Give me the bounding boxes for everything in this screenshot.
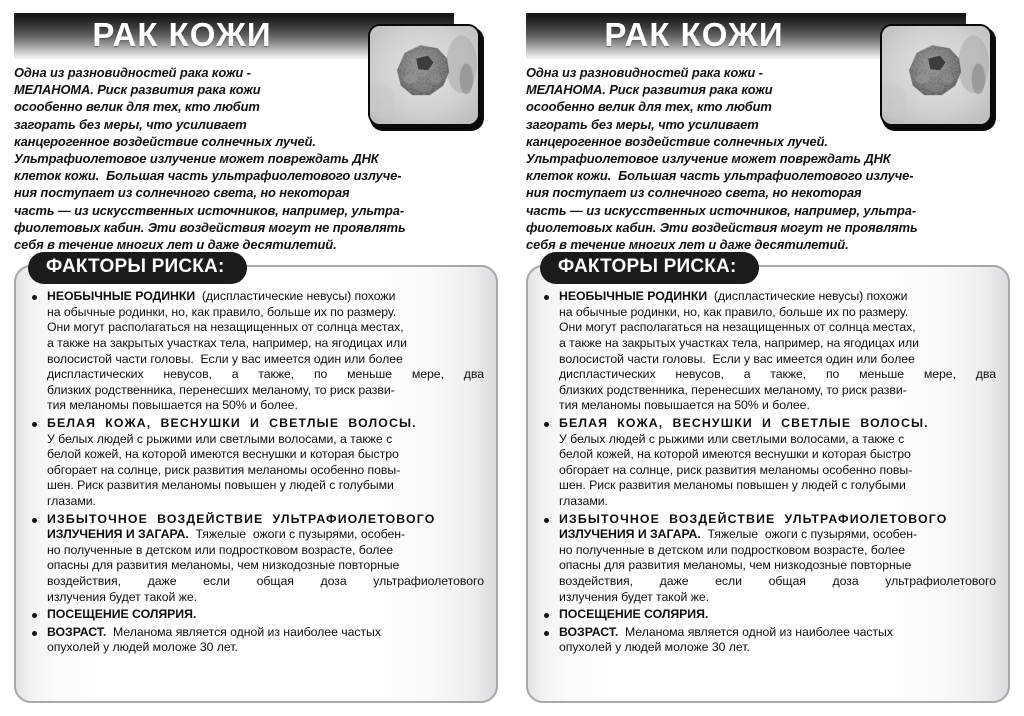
risk-factor-line bbox=[559, 289, 996, 305]
risk-factor-line bbox=[47, 512, 484, 528]
intro-line: канцерогенное воздействие солнечных лучей. bbox=[526, 133, 828, 149]
risk-factor-line: близких родственника, перенесших меланому, то риск разви- bbox=[47, 382, 395, 397]
leaflet-panel bbox=[512, 0, 1024, 716]
bullet-icon bbox=[32, 295, 37, 300]
intro-line: часть — из искусственных источников, например, ультра- bbox=[526, 202, 917, 218]
intro-line: МЕЛАНОМА. Риск развития рака кожи bbox=[14, 82, 261, 98]
risk-factor-item bbox=[30, 416, 484, 510]
risk-factor-heading-2: ИЗЛУЧЕНИЯ И ЗАГАРА. bbox=[47, 527, 189, 542]
risk-factor-item bbox=[542, 416, 996, 510]
risk-factor-text: Меланома является одной из наиболее частых bbox=[618, 624, 893, 639]
intro-line: загорать без меры, что усиливает bbox=[526, 116, 759, 132]
risk-factor-body bbox=[559, 416, 996, 510]
risk-factor-heading: ИЗБЫТОЧНОЕ ВОЗДЕЙСТВИЕ УЛЬТРАФИОЛЕТОВОГО bbox=[47, 511, 436, 526]
intro-line: часть — из искусственных источников, например, ультра- bbox=[14, 202, 405, 218]
risk-factors-banner: ФАКТОРЫ РИСКА: bbox=[28, 252, 247, 284]
risk-factor-line: Они могут располагаться на незащищенных от солнца местах, bbox=[47, 320, 404, 335]
risk-factors-card bbox=[14, 256, 498, 703]
page-title: РАК КОЖИ bbox=[604, 16, 784, 53]
intro-line: Ультрафиолетовое излучение может повреждать ДНК bbox=[14, 151, 379, 167]
risk-factor-heading: ПОСЕЩЕНИЕ СОЛЯРИЯ. bbox=[47, 607, 197, 622]
panel-header bbox=[14, 13, 498, 61]
bullet-icon bbox=[32, 518, 37, 523]
risk-factor-line bbox=[559, 512, 996, 528]
risk-factor-body bbox=[559, 289, 996, 414]
page-title: РАК КОЖИ bbox=[92, 16, 272, 53]
risk-factor-line: шен. Риск развития меланомы повышен у людей с голубыми bbox=[47, 478, 394, 493]
risk-factor-body bbox=[559, 607, 996, 623]
bullet-icon bbox=[544, 518, 549, 523]
melanoma-photo bbox=[368, 24, 480, 126]
risk-factor-line: воздействия, даже если общая доза ультрафиолетового bbox=[47, 573, 484, 588]
risk-factor-heading: БЕЛАЯ КОЖА, ВЕСНУШКИ И СВЕТЛЫЕ ВОЛОСЫ. bbox=[47, 415, 417, 430]
risk-factor-body bbox=[47, 289, 484, 414]
risk-factor-item bbox=[542, 607, 996, 623]
bullet-icon bbox=[32, 422, 37, 427]
risk-factor-item bbox=[542, 289, 996, 414]
risk-factor-body bbox=[559, 512, 996, 606]
risk-factor-item bbox=[30, 512, 484, 606]
risk-factor-item bbox=[30, 289, 484, 414]
intro-line: Одна из разновидностей рака кожи - bbox=[14, 65, 251, 80]
panel-header bbox=[526, 13, 1010, 61]
risk-factor-line: опухолей у людей моложе 30 лет. bbox=[47, 640, 238, 655]
risk-factor-line: воздействия, даже если общая доза ультрафиолетового bbox=[559, 573, 996, 588]
intro-line: загорать без меры, что усиливает bbox=[14, 116, 247, 132]
risk-factor-heading: ИЗБЫТОЧНОЕ ВОЗДЕЙСТВИЕ УЛЬТРАФИОЛЕТОВОГО bbox=[559, 511, 948, 526]
risk-factor-line: белой кожей, на которой имеются веснушки и которая быстро bbox=[559, 447, 911, 462]
risk-factor-line: на обычные родинки, но, как правило, больше их по размеру. bbox=[47, 304, 397, 319]
risk-factor-line bbox=[47, 289, 484, 305]
risk-factors-card bbox=[526, 256, 1010, 703]
risk-factor-heading: БЕЛАЯ КОЖА, ВЕСНУШКИ И СВЕТЛЫЕ ВОЛОСЫ. bbox=[559, 415, 929, 430]
risk-factor-line: опухолей у людей моложе 30 лет. bbox=[559, 640, 750, 655]
intro-line: ния поступает из солнечного света, но некоторая bbox=[14, 185, 350, 201]
risk-factor-line: а также на закрытых участках тела, например, на ягодицах или bbox=[559, 336, 919, 351]
risk-factor-heading: НЕОБЫЧНЫЕ РОДИНКИ bbox=[47, 289, 196, 304]
melanoma-photo-graphic bbox=[370, 26, 478, 124]
risk-factor-text: (диспластические невусы) похожи bbox=[707, 289, 908, 304]
bullet-icon bbox=[544, 295, 549, 300]
intro-line: клеток кожи. Большая часть ультрафиолетового излуче- bbox=[14, 168, 402, 184]
risk-factor-heading-2: ИЗЛУЧЕНИЯ И ЗАГАРА. bbox=[559, 527, 701, 542]
risk-factor-line: тия меланомы повышается на 50% и более. bbox=[47, 398, 298, 413]
melanoma-photo-graphic bbox=[882, 26, 990, 124]
risk-factor-line: У белых людей с рыжими или светлыми волосами, а также с bbox=[47, 431, 393, 446]
risk-factor-line bbox=[47, 527, 484, 543]
risk-factor-text: Тяжелые ожоги с пузырями, особен- bbox=[700, 527, 918, 542]
melanoma-photo bbox=[880, 24, 992, 126]
risk-factor-line: Они могут располагаться на незащищенных от солнца местах, bbox=[559, 320, 916, 335]
risk-factor-text: Тяжелые ожоги с пузырями, особен- bbox=[188, 527, 406, 542]
risk-factor-body bbox=[47, 512, 484, 606]
intro-line: МЕЛАНОМА. Риск развития рака кожи bbox=[526, 82, 773, 98]
risk-factor-line: опасны для развития меланомы, чем низкодозные повторные bbox=[559, 558, 912, 573]
risk-factor-line: а также на закрытых участках тела, например, на ягодицах или bbox=[47, 336, 407, 351]
risk-factor-line: но полученные в детском или подростковом возрасте, более bbox=[559, 542, 905, 557]
risk-factor-line: тия меланомы повышается на 50% и более. bbox=[559, 398, 810, 413]
risk-factor-line bbox=[559, 527, 996, 543]
risk-factor-line: диспластических невусов, а также, по меньше мере, два bbox=[559, 367, 996, 382]
intro-line: клеток кожи. Большая часть ультрафиолетового излуче- bbox=[526, 168, 914, 184]
risk-factor-heading: ВОЗРАСТ. bbox=[559, 624, 619, 639]
risk-factor-line: У белых людей с рыжими или светлыми волосами, а также с bbox=[559, 431, 905, 446]
risk-factor-line: волосистой части головы. Если у вас имеется один или более bbox=[559, 351, 915, 366]
risk-factor-body bbox=[47, 416, 484, 510]
intro-line: фиолетовых кабин. Эти воздействия могут не проявлять bbox=[14, 219, 406, 235]
risk-factor-line bbox=[559, 607, 996, 623]
risk-factor-item bbox=[30, 607, 484, 623]
intro-line: Ультрафиолетовое излучение может повреждать ДНК bbox=[526, 151, 891, 167]
risk-factor-body bbox=[559, 625, 996, 656]
risk-factor-line bbox=[47, 625, 484, 641]
risk-factor-line: на обычные родинки, но, как правило, больше их по размеру. bbox=[559, 304, 909, 319]
risk-factor-heading: НЕОБЫЧНЫЕ РОДИНКИ bbox=[559, 289, 708, 304]
risk-factor-line bbox=[559, 416, 996, 432]
risk-factor-heading: ПОСЕЩЕНИЕ СОЛЯРИЯ. bbox=[559, 607, 709, 622]
risk-factor-body bbox=[47, 625, 484, 656]
risk-factor-line: обгорает на солнце, риск развития меланомы особенно повы- bbox=[559, 462, 913, 477]
risk-factor-line bbox=[559, 625, 996, 641]
bullet-icon bbox=[32, 631, 37, 636]
risk-factor-line: белой кожей, на которой имеются веснушки и которая быстро bbox=[47, 447, 399, 462]
risk-factor-line: обгорает на солнце, риск развития меланомы особенно повы- bbox=[47, 462, 401, 477]
risk-factor-body bbox=[47, 607, 484, 623]
risk-factor-line: опасны для развития меланомы, чем низкодозные повторные bbox=[47, 558, 400, 573]
risk-factor-line: волосистой части головы. Если у вас имеется один или более bbox=[47, 351, 403, 366]
bullet-icon bbox=[544, 422, 549, 427]
risk-factor-text: Меланома является одной из наиболее частых bbox=[106, 624, 381, 639]
intro-line: осообенно велик для тех, кто любит bbox=[526, 99, 772, 115]
intro-line: Одна из разновидностей рака кожи - bbox=[526, 65, 763, 80]
risk-factor-line: излучения будет такой же. bbox=[559, 589, 710, 604]
risk-factor-item bbox=[30, 625, 484, 656]
intro-line: себя в течение многих лет и даже десятилетий. bbox=[14, 237, 337, 253]
bullet-icon bbox=[32, 613, 37, 618]
risk-factor-line: близких родственника, перенесших меланому, то риск разви- bbox=[559, 382, 907, 397]
risk-factor-line: излучения будет такой же. bbox=[47, 589, 198, 604]
risk-factor-line: глазами. bbox=[559, 493, 608, 508]
risk-factor-line bbox=[47, 607, 484, 623]
risk-factor-line: шен. Риск развития меланомы повышен у людей с голубыми bbox=[559, 478, 906, 493]
risk-factors-list bbox=[542, 289, 996, 656]
intro-line: канцерогенное воздействие солнечных лучей. bbox=[14, 133, 316, 149]
intro-line: себя в течение многих лет и даже десятилетий. bbox=[526, 237, 849, 253]
risk-factor-line: глазами. bbox=[47, 493, 96, 508]
risk-factor-line bbox=[47, 416, 484, 432]
intro-line: осообенно велик для тех, кто любит bbox=[14, 99, 260, 115]
bullet-icon bbox=[544, 613, 549, 618]
risk-factor-item bbox=[542, 625, 996, 656]
risk-factors-list bbox=[30, 289, 484, 656]
intro-line: фиолетовых кабин. Эти воздействия могут не проявлять bbox=[526, 219, 918, 235]
risk-factor-text: (диспластические невусы) похожи bbox=[195, 289, 396, 304]
risk-factor-item bbox=[542, 512, 996, 606]
risk-factor-line: диспластических невусов, а также, по меньше мере, два bbox=[47, 367, 484, 382]
risk-factor-line: но полученные в детском или подростковом возрасте, более bbox=[47, 542, 393, 557]
intro-line: ния поступает из солнечного света, но некоторая bbox=[526, 185, 862, 201]
bullet-icon bbox=[544, 631, 549, 636]
risk-factor-heading: ВОЗРАСТ. bbox=[47, 624, 107, 639]
risk-factors-banner: ФАКТОРЫ РИСКА: bbox=[540, 252, 759, 284]
